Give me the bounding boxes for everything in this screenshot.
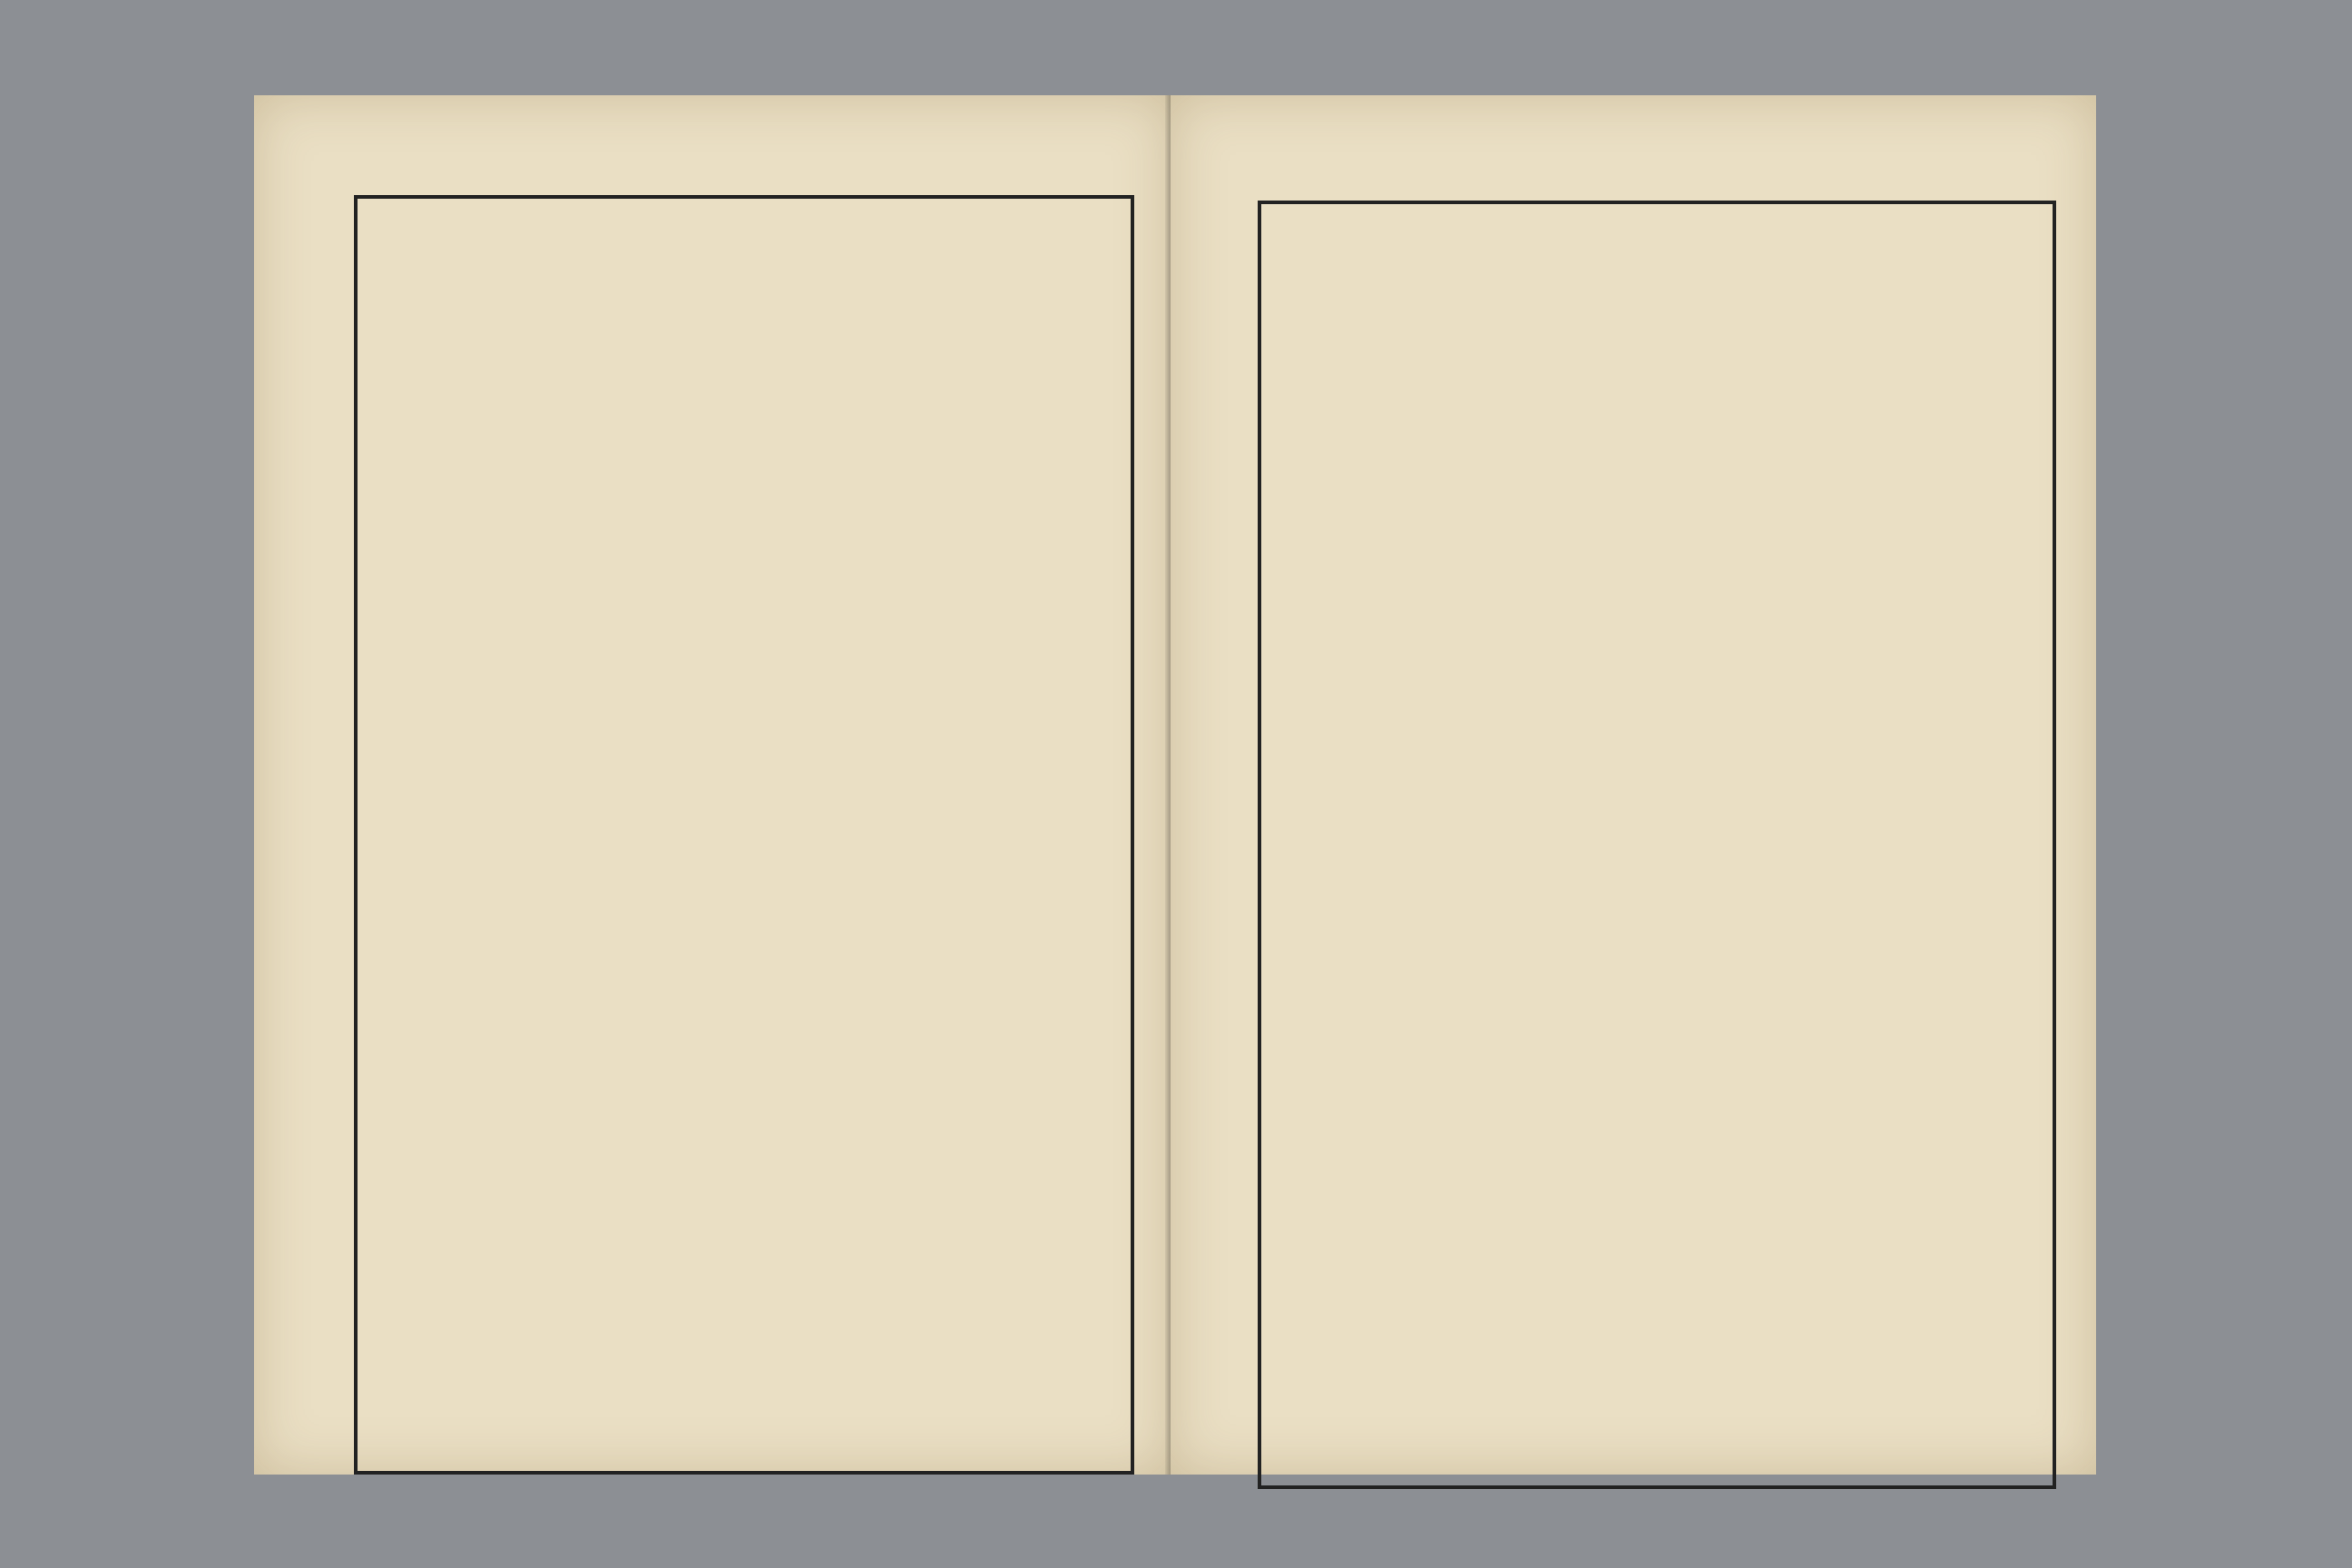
open-book: [254, 95, 2096, 1475]
right-page: [1171, 95, 2096, 1475]
left-text-frame: [354, 195, 1134, 1475]
right-margin-label: [2056, 113, 2092, 1438]
right-text-frame: [1258, 201, 2056, 1489]
left-page: [254, 95, 1172, 1475]
